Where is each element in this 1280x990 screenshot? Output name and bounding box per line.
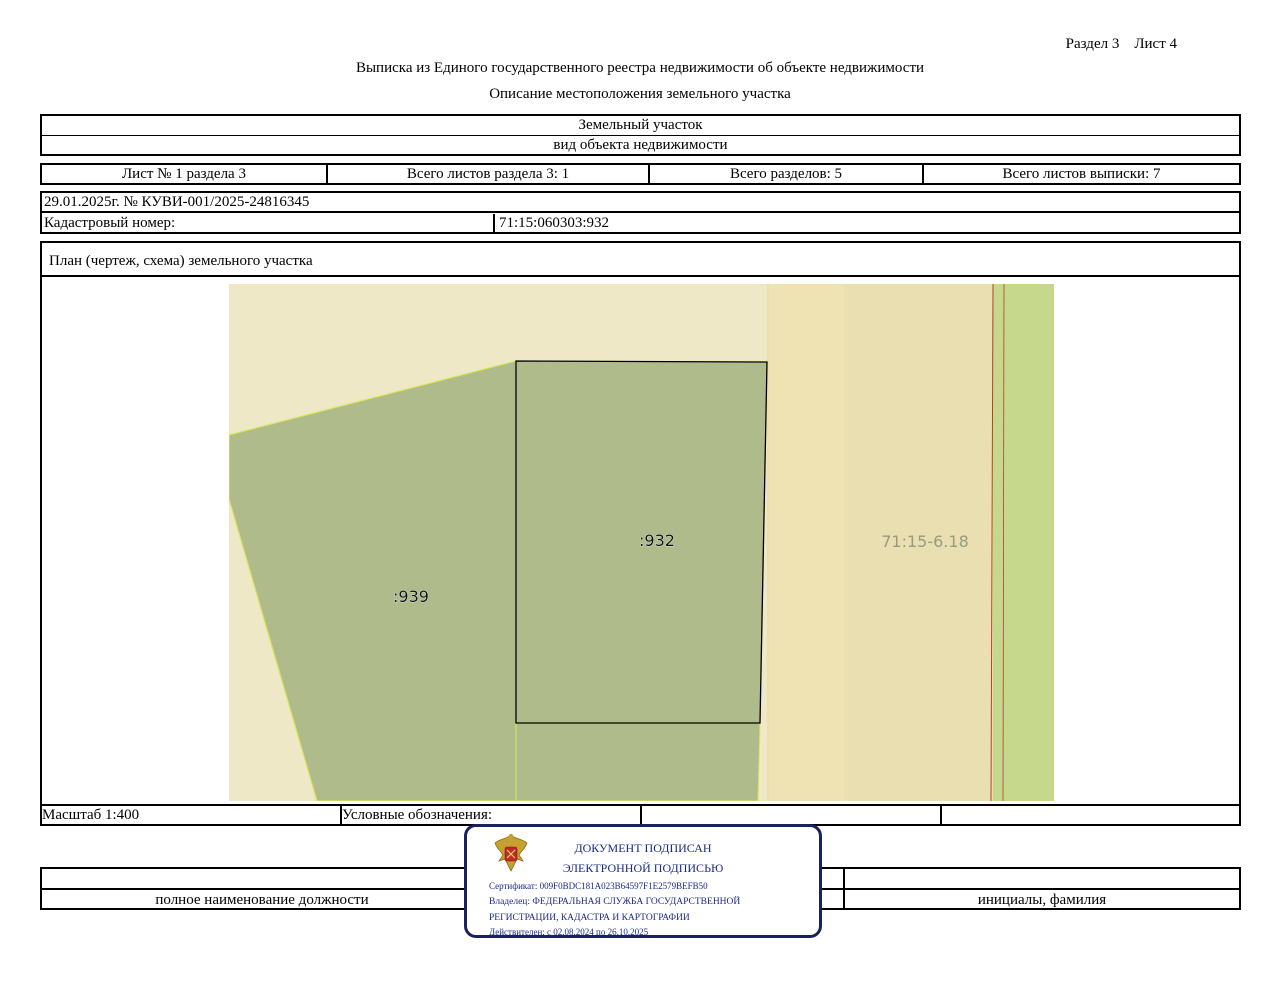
green-strip bbox=[993, 284, 1054, 801]
total-sheets-extract: Всего листов выписки: 7 bbox=[1002, 166, 1161, 182]
stamp-line1: ДОКУМЕНТ ПОДПИСАН bbox=[574, 841, 712, 855]
map-background-right-light bbox=[769, 284, 844, 801]
parcel-932-label: :932 bbox=[639, 531, 675, 550]
zone-label: 71:15-6.18 bbox=[881, 532, 969, 551]
plan-box bbox=[40, 241, 1241, 826]
stamp-owner-line1: Владелец: ФЕДЕРАЛЬНАЯ СЛУЖБА ГОСУДАРСТВЕННОЙ bbox=[489, 897, 741, 907]
cadastral-value: 71:15:060303:932 bbox=[499, 215, 610, 231]
object-name: Земельный участок bbox=[42, 116, 1239, 136]
legend-label: Условные обозначения: bbox=[342, 806, 642, 824]
scale-label: Масштаб 1:400 bbox=[42, 806, 342, 824]
stamp-line2: ЭЛЕКТРОННОЙ ПОДПИСЬЮ bbox=[562, 861, 724, 875]
stamp-certificate: Сертификат: 009F0BDC181A023B64597F1E2579BEFB50 bbox=[489, 881, 708, 891]
legend-cell-empty-2 bbox=[942, 806, 1239, 824]
electronic-signature-stamp bbox=[464, 824, 822, 938]
scale-legend-row bbox=[42, 804, 1239, 824]
total-sections: Всего разделов: 5 bbox=[650, 165, 924, 183]
date-number: 29.01.2025г. № КУВИ-001/2025-24816345 bbox=[42, 193, 1239, 213]
stamp-validity: Действителен: с 02.08.2024 по 26.10.2025 bbox=[489, 927, 649, 937]
total-sheets-section: Всего листов раздела 3: 1 bbox=[328, 165, 650, 183]
document-title: Выписка из Единого государственного реестра недвижимости об объекте недвижимости bbox=[355, 60, 925, 76]
object-kind-label: вид объекта недвижимости bbox=[553, 137, 728, 153]
cadastral-label: Кадастровый номер: bbox=[42, 214, 495, 232]
parcel-map bbox=[229, 284, 1054, 801]
sheets-row bbox=[40, 163, 1241, 185]
info-box bbox=[40, 191, 1241, 234]
section-sheet-number: Раздел 3 Лист 4 bbox=[1065, 36, 1177, 52]
position-label: полное наименование должности bbox=[155, 892, 369, 908]
legend-cell-empty-1 bbox=[642, 806, 942, 824]
sheet-of-section: Лист № 1 раздела 3 bbox=[42, 165, 328, 183]
parcel-lower-shape bbox=[516, 723, 760, 801]
plan-title: План (чертеж, схема) земельного участка bbox=[42, 243, 1239, 277]
stamp-owner-line2: РЕГИСТРАЦИИ, КАДАСТРА И КАРТОГРАФИИ bbox=[489, 913, 690, 923]
parcel-939-label: :939 bbox=[393, 587, 429, 606]
document-subtitle: Описание местоположения земельного участка bbox=[489, 86, 791, 102]
initials-label: инициалы, фамилия bbox=[977, 892, 1107, 908]
object-type-box bbox=[40, 114, 1241, 156]
